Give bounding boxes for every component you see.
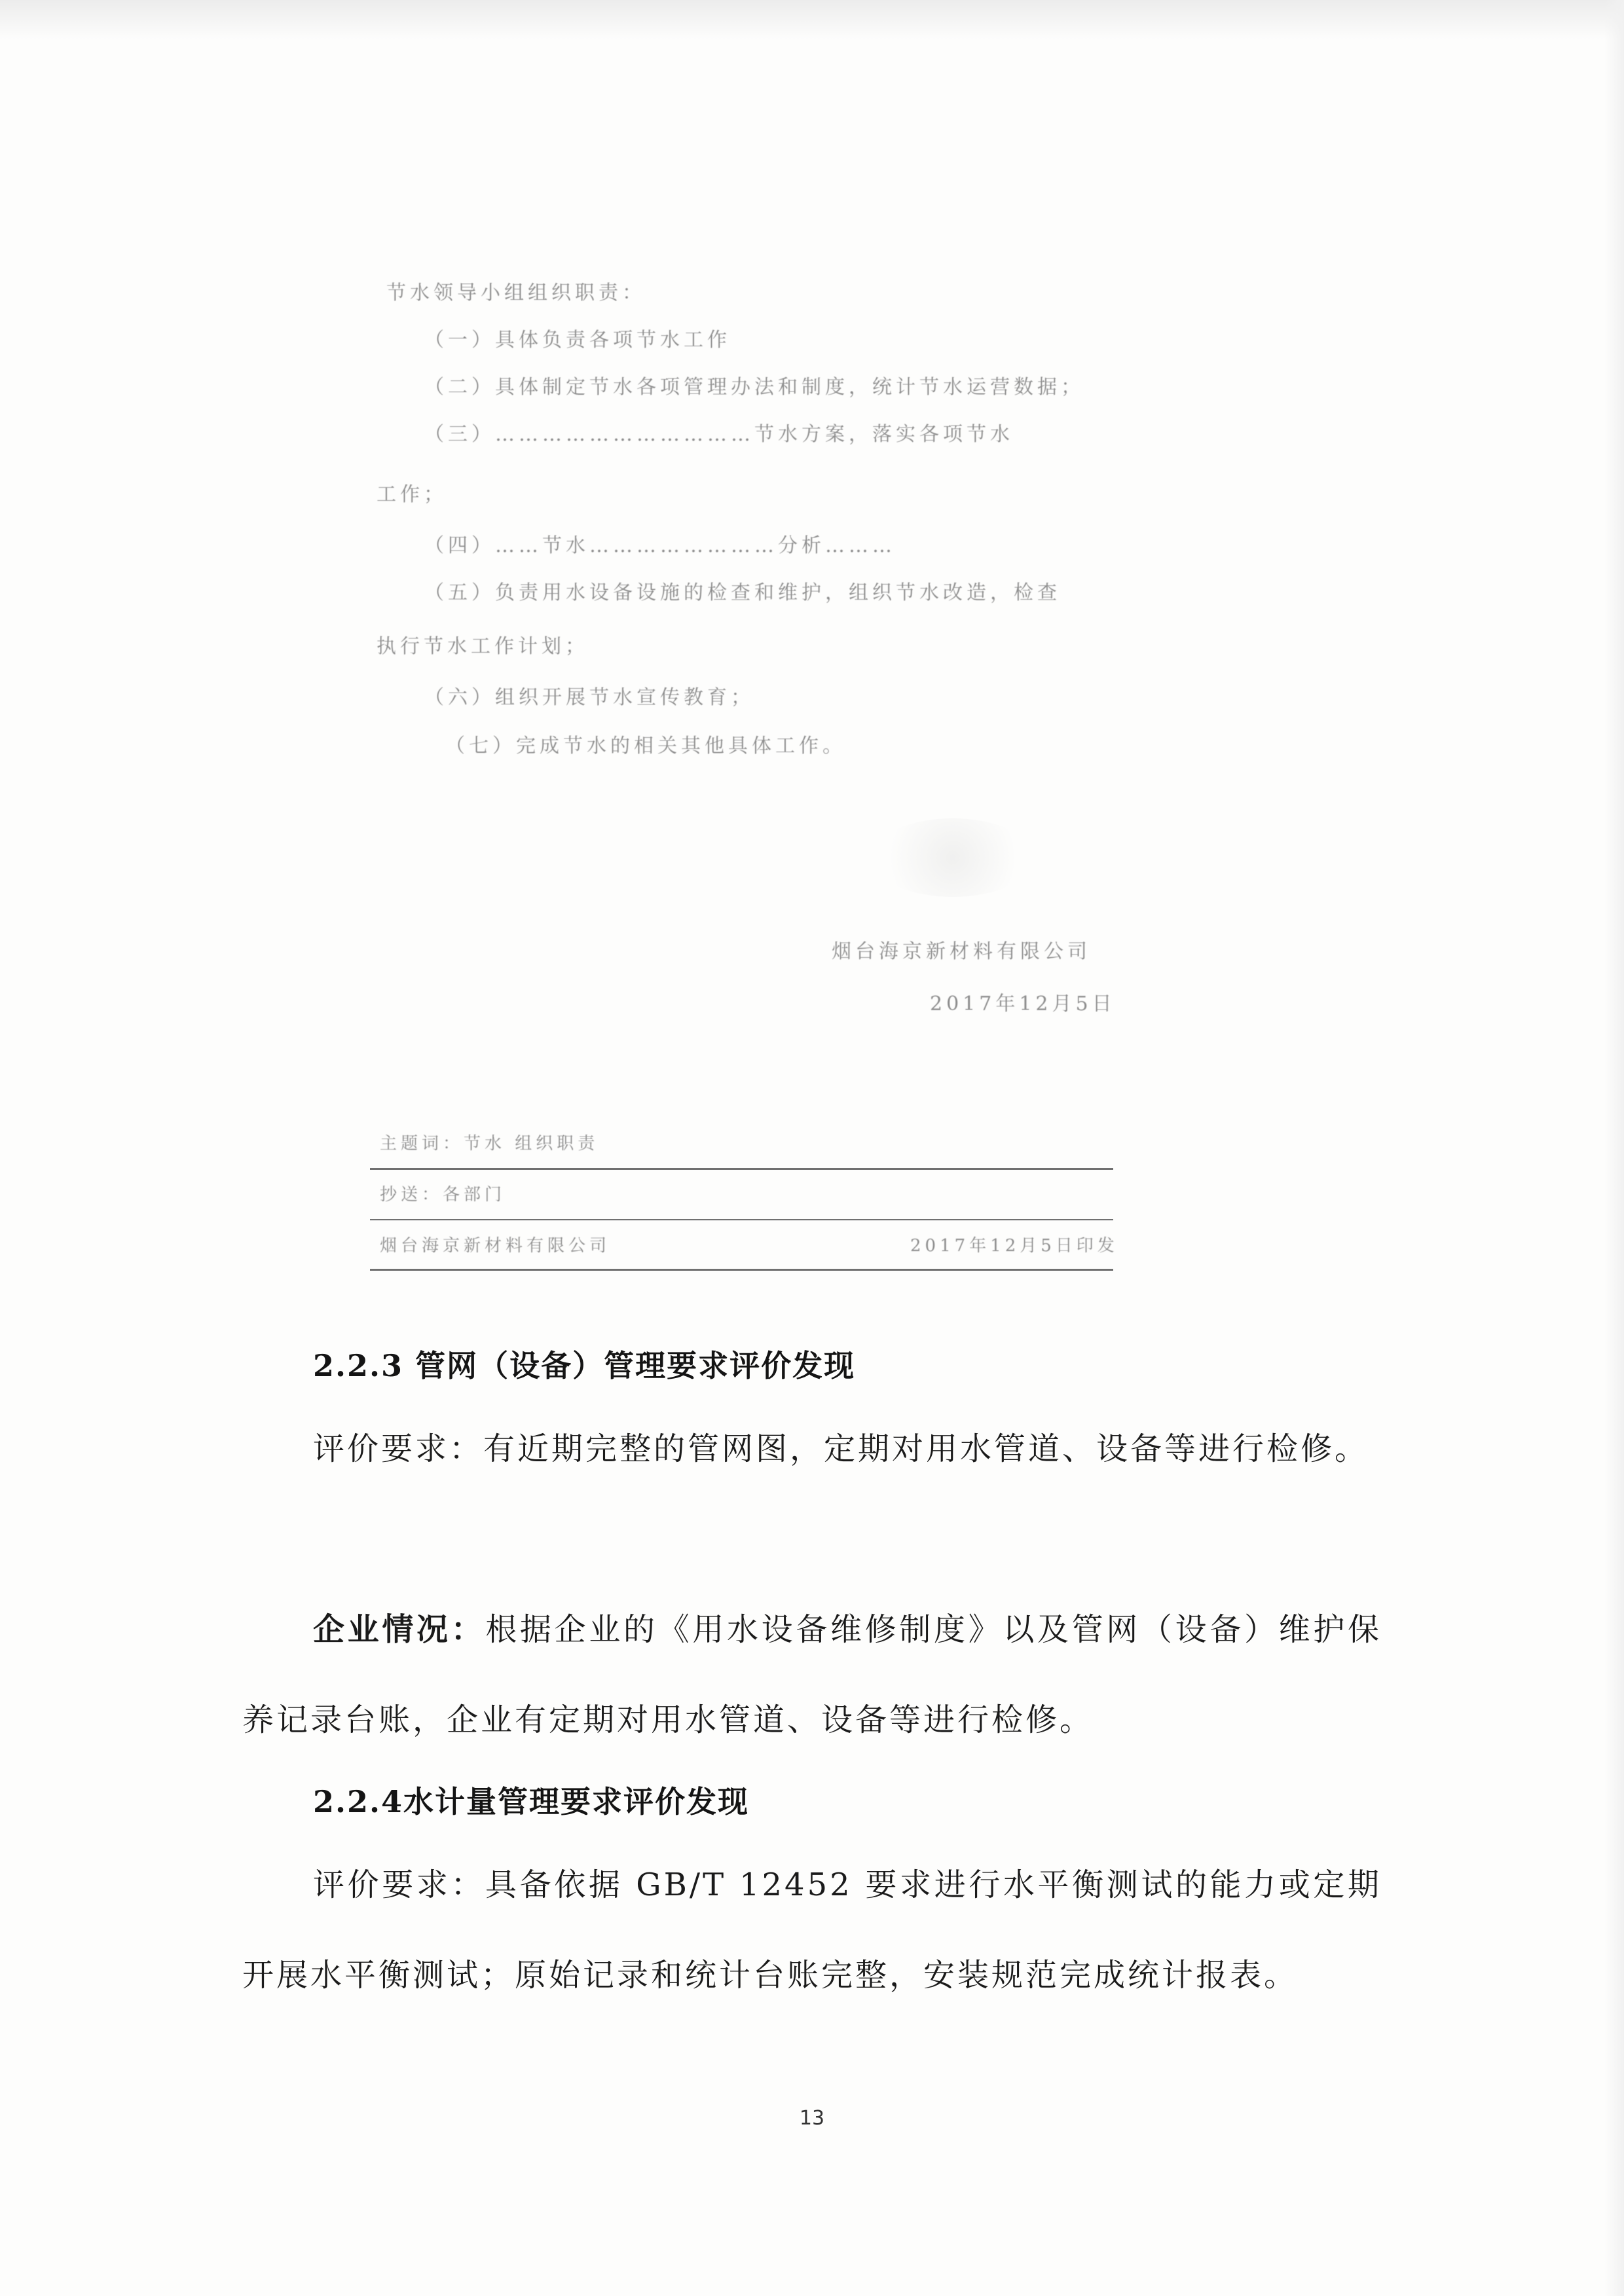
scan-rule bbox=[370, 1269, 1113, 1271]
faded-seal bbox=[871, 818, 1035, 897]
paragraph-company-situation bbox=[242, 1584, 1382, 1765]
company-situation-text: 根据企业的《用水设备维修制度》以及管网（设备）维护保养记录台账，企业有定期对用水管道、设备等进行检修。 bbox=[242, 1611, 1382, 1738]
scan-line: （七）完成节水的相关其他具体工作。 bbox=[445, 735, 846, 757]
page-number: 13 bbox=[799, 2107, 825, 2130]
scan-line: 工作； bbox=[377, 483, 447, 506]
scan-line: （一）具体负责各项节水工作 bbox=[424, 329, 731, 352]
scan-line: 执行节水工作计划； bbox=[377, 635, 589, 658]
scan-footer-keywords: 主题词：节水 组织职责 bbox=[380, 1134, 599, 1154]
scan-footer-cc: 抄送：各部门 bbox=[380, 1185, 506, 1205]
paragraph-requirement-2-2-4: 评价要求：具备依据 GB/T 12452 要求进行水平衡测试的能力或定期开展水平衡测试；原始记录和统计台账完整，安装规范完成统计报表。 bbox=[242, 1867, 1382, 1994]
scan-line: （二）具体制定节水各项管理办法和制度，统计节水运营数据； bbox=[424, 376, 1084, 399]
scan-line: （四）……节水……………………分析……… bbox=[424, 534, 896, 557]
scan-line: （六）组织开展节水宣传教育； bbox=[424, 686, 754, 709]
scan-line: 节水领导小组组织职责： bbox=[386, 282, 646, 304]
scan-footer-issue-date: 2017年12月5日印发 bbox=[910, 1236, 1118, 1256]
scan-shadow-right bbox=[1604, 0, 1624, 2296]
scan-company: 烟台海京新材料有限公司 bbox=[832, 940, 1091, 963]
scan-line: （三）……………………………节水方案，落实各项节水 bbox=[424, 423, 1014, 446]
scan-shadow-top bbox=[0, 0, 1624, 39]
scan-rule bbox=[370, 1219, 1113, 1220]
scan-line: （五）负责用水设备设施的检查和维护，组织节水改造，检查 bbox=[424, 581, 1061, 604]
company-situation-label: 企业情况： bbox=[313, 1611, 486, 1648]
scan-footer-issuer: 烟台海京新材料有限公司 bbox=[380, 1236, 611, 1256]
scan-rule bbox=[370, 1168, 1113, 1170]
scan-date: 2017年12月5日 bbox=[930, 993, 1116, 1015]
section-heading-2-2-3: 2.2.3 管网（设备）管理要求评价发现 bbox=[313, 1348, 856, 1383]
paragraph-requirement-2-2-3: 评价要求：有近期完整的管网图，定期对用水管道、设备等进行检修。 bbox=[313, 1430, 1369, 1467]
section-heading-2-2-4: 2.2.4水计量管理要求评价发现 bbox=[313, 1784, 750, 1819]
